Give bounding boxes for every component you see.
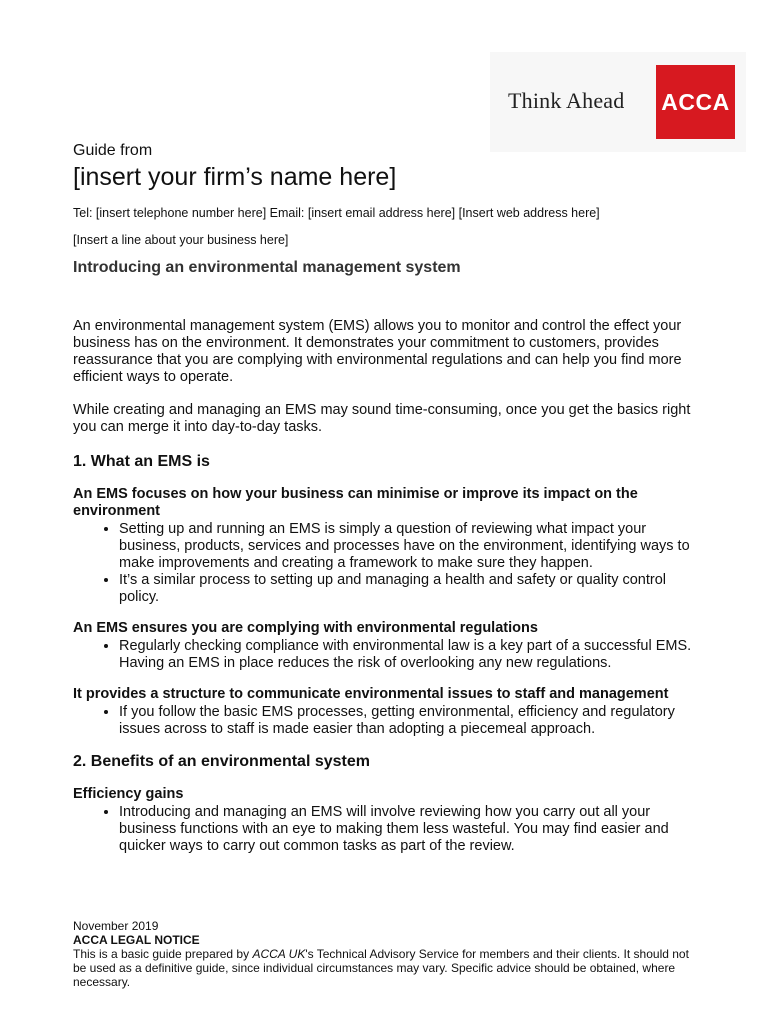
footer-date: November 2019 bbox=[73, 919, 159, 933]
acca-logo-text: ACCA bbox=[661, 88, 730, 115]
document-title: Introducing an environmental management system bbox=[73, 259, 461, 276]
legal-notice-title: ACCA LEGAL NOTICE bbox=[73, 933, 200, 947]
section-2-sub-1-heading: Efficiency gains bbox=[73, 786, 184, 802]
list-item: • Regularly checking compliance with environmental law is a key part of a successful EMS. Having an EMS in place reduces the risk of overlooking any new regulations. bbox=[119, 638, 703, 672]
intro-paragraph-2: While creating and managing an EMS may sound time-consuming, once you get the basics right you can merge it into day-to-day tasks. bbox=[73, 402, 691, 435]
intro-paragraph-1: An environmental management system (EMS) allows you to monitor and control the effect your business has on the environment. It demonstrates your commitment to customers, provides reassurance that you are complying with environmental regulations and can help you find more efficient ways to operate. bbox=[73, 318, 682, 385]
section-2-sub-1-list bbox=[73, 804, 703, 855]
section-1-sub-3-heading: It provides a structure to communicate environmental issues to staff and management bbox=[73, 686, 669, 702]
section-1-heading: 1. What an EMS is bbox=[73, 453, 210, 470]
list-item: • If you follow the basic EMS processes, getting environmental, efficiency and regulatory issues across to staff is made easier than adopting a piecemeal approach. bbox=[119, 704, 703, 738]
contact-line: Tel: [insert telephone number here] Email: [insert email address here] [Insert web address here] bbox=[73, 206, 600, 220]
list-item: • Introducing and managing an EMS will involve reviewing how you carry out all your business functions with an eye to making them less wasteful. You may find easier and quicker ways to carry out common tasks as part of the review. bbox=[119, 804, 703, 855]
guide-from: Guide from bbox=[73, 142, 153, 159]
section-1-sub-1-heading: An EMS focuses on how your business can minimise or improve its impact on the environment bbox=[73, 486, 638, 519]
footer bbox=[73, 919, 703, 989]
list-item: • Setting up and running an EMS is simply a question of reviewing what impact your business, products, services and processes have on the environment, identifying ways to make improvements and creating a framework to make sure they happen. bbox=[119, 521, 703, 572]
acca-logo bbox=[656, 65, 735, 139]
business-line: [Insert a line about your business here] bbox=[73, 233, 289, 247]
section-1-sub-2-list bbox=[73, 638, 703, 672]
firm-name: [insert your firm’s name here] bbox=[73, 163, 397, 191]
legal-notice-pre: This is a basic guide prepared by bbox=[73, 947, 253, 961]
document-body bbox=[73, 140, 703, 869]
section-1-sub-2-heading: An EMS ensures you are complying with environmental regulations bbox=[73, 620, 538, 636]
list-item: • It’s a similar process to setting up and managing a health and safety or quality control policy. bbox=[119, 572, 703, 606]
legal-notice-emphasis: ACCA UK bbox=[252, 947, 306, 961]
legal-notice-text bbox=[73, 947, 703, 989]
logo-tagline: Think Ahead bbox=[508, 88, 625, 113]
section-2-heading: 2. Benefits of an environmental system bbox=[73, 753, 370, 770]
legal-notice-post: 's Technical Advisory Service for members and their clients. It should not be used as a definitive guide, since individual circumstances may vary. Specific advice should be obtained, where necessary. bbox=[73, 947, 689, 989]
section-1-sub-3-list bbox=[73, 704, 703, 738]
section-1-sub-1-list bbox=[73, 521, 703, 606]
